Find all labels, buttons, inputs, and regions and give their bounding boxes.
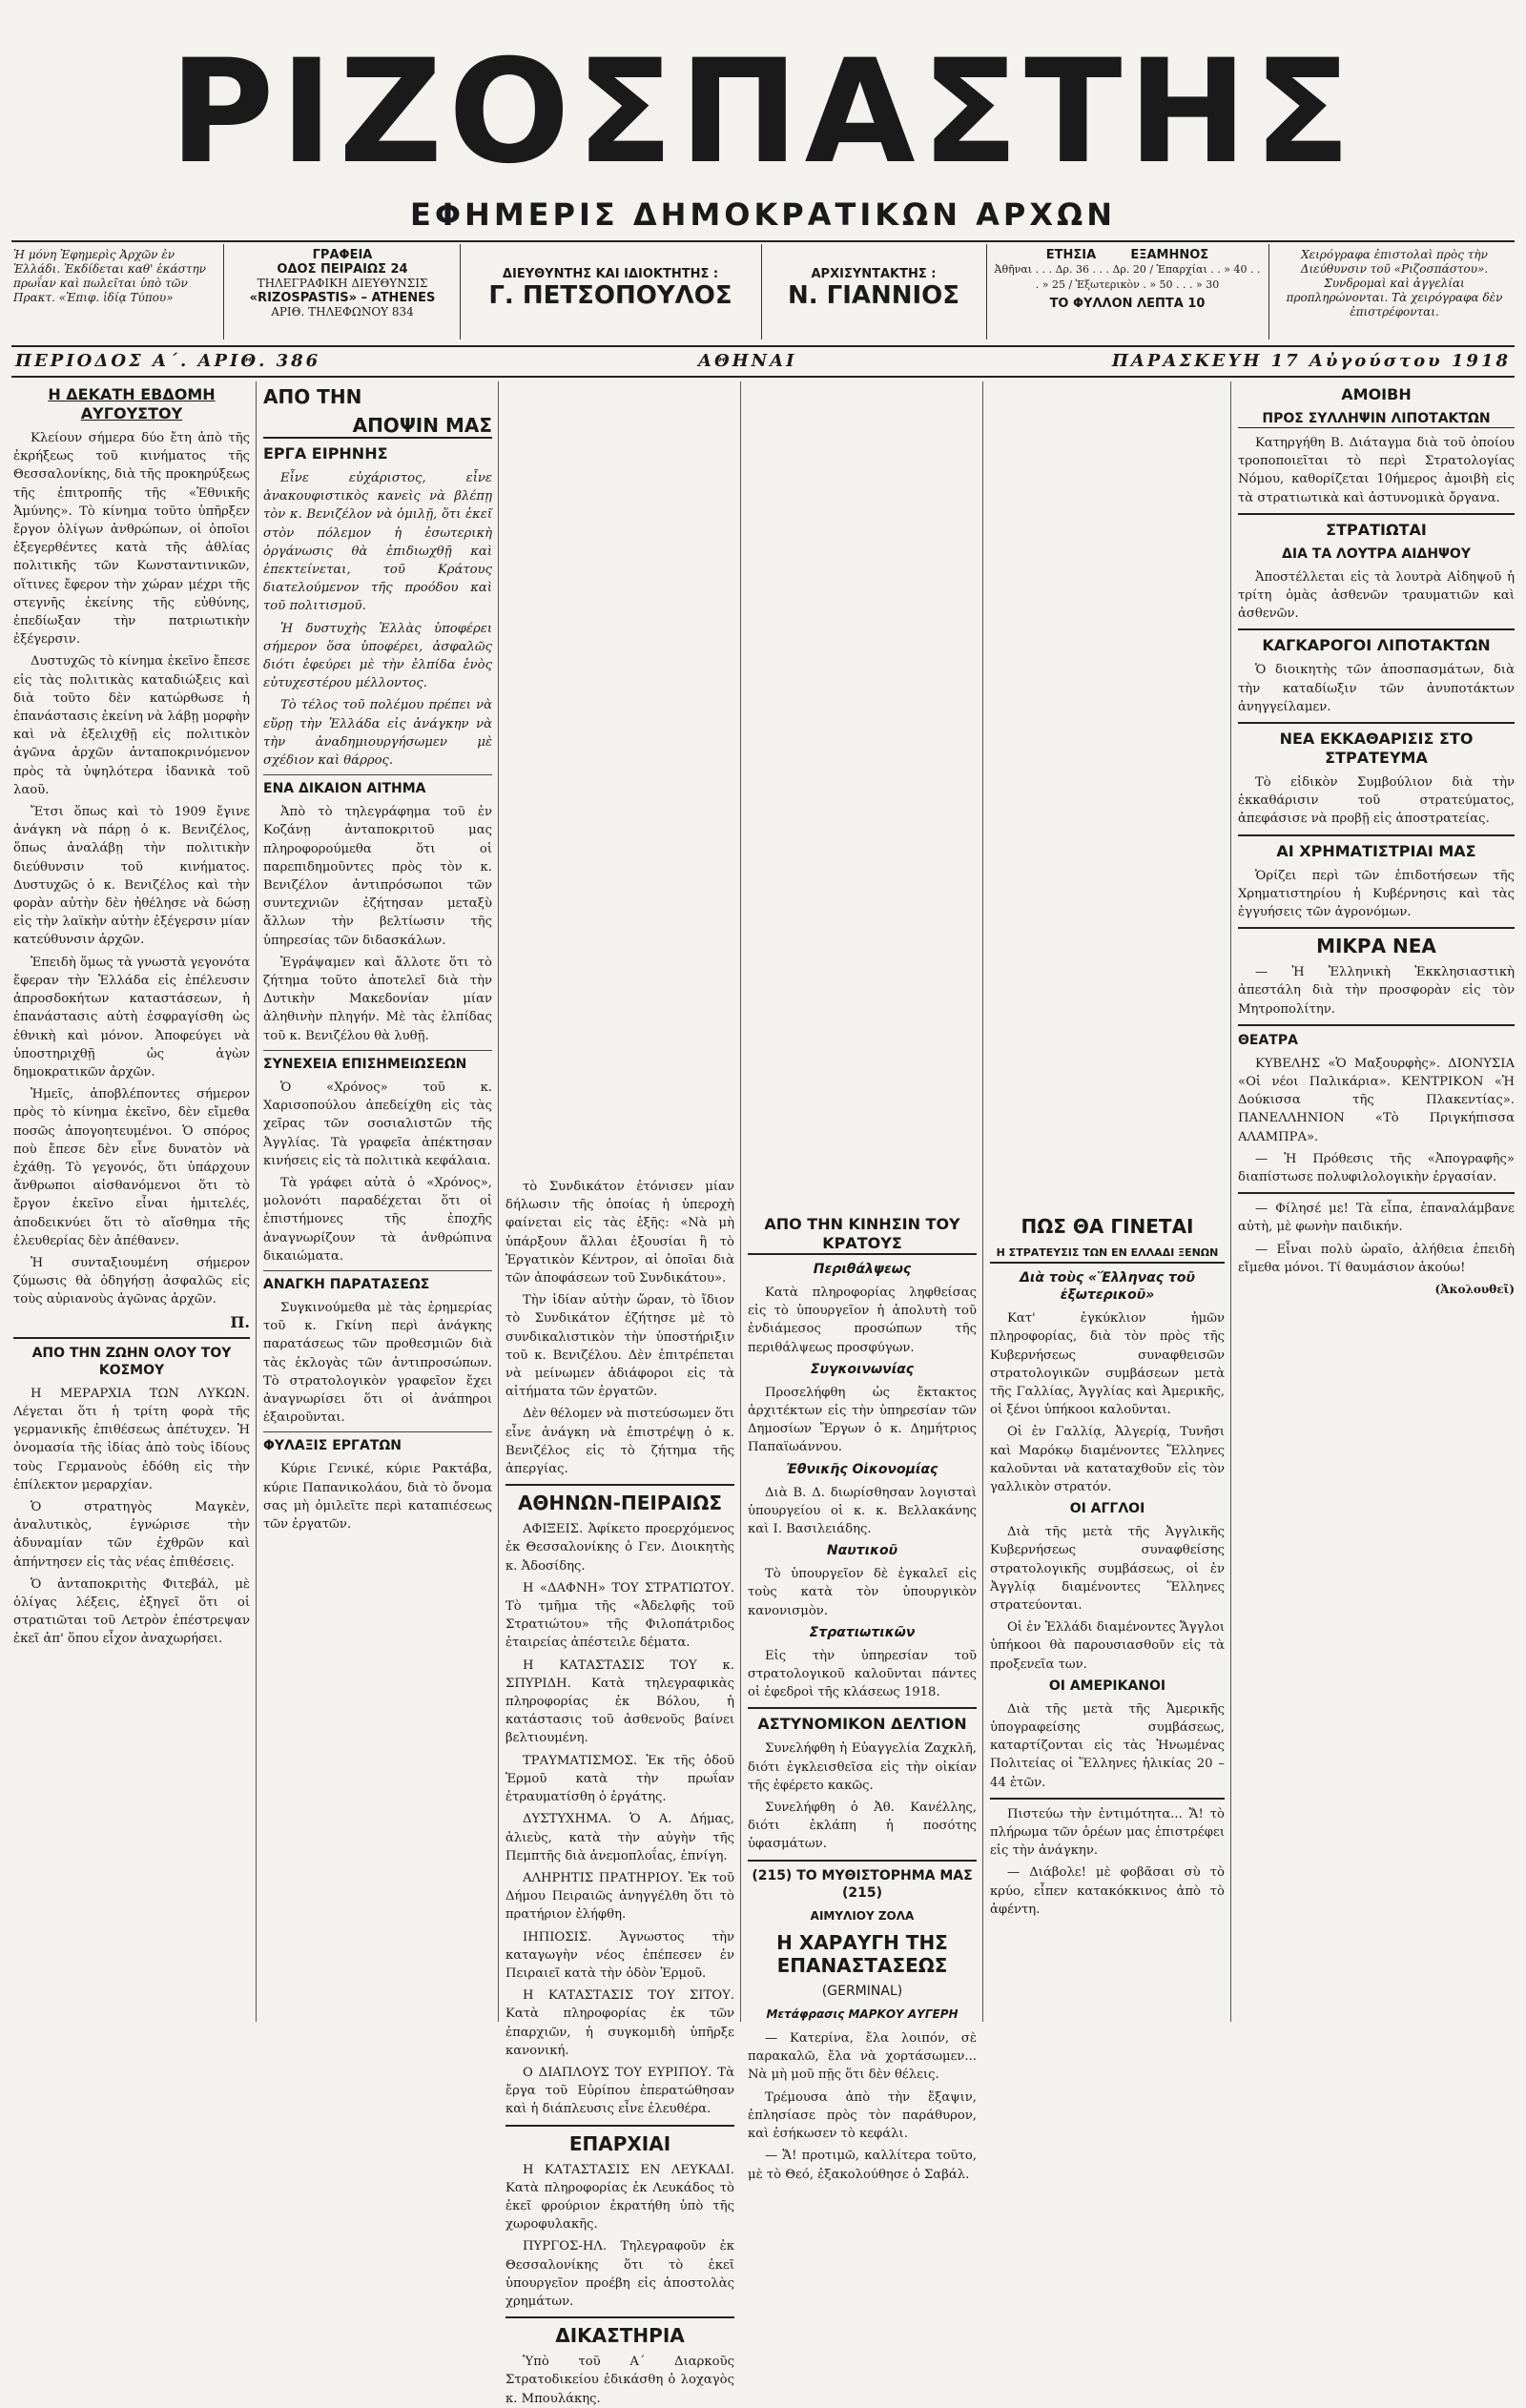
feuilleton-original-title: (GERMINAL) xyxy=(821,1983,903,1999)
header-editor xyxy=(769,267,979,310)
article-paragraph: Οἱ ἐν Ἑλλάδι διαμένοντες Ἄγγλοι ὑπήκοοι θὰ παρουσιασθοῦν εἰς τὰ προξενεῖα των. xyxy=(990,1620,1225,1672)
news-item: Η ΚΑΤΑΣΤΑΣΙΣ ΤΟΥ ΣΙΤΟΥ. Κατὰ πληροφορίας ἐκ τῶν ἐπαρχιῶν, ἡ συγκομιδὴ ὑπῆρξε κανονική. xyxy=(505,1988,734,2058)
masthead-subtitle: ΕΦΗΜΕΡΙΣ ΔΗΜΟΚΡΑΤΙΚΩΝ ΑΡΧΩΝ xyxy=(409,196,1117,233)
article-paragraph: τὸ Συνδικάτον ἐτόνισεν μίαν δήλωσιν τῆς ὁποίας ἡ ὑπεροχὴ φαίνεται εἰς τὰς ἑξῆς: «Νὰ μὴ ὑπάρξουν ἄλλαι ἐξουσίαι ἢ τὸ Ἐργατικὸν Κέντρον, αἱ ὁποῖαι διὰ τῶν ἀποφάσεων τοῦ Συνδικάτου». xyxy=(505,1180,734,1286)
phone-number: ΑΡΙΘ. ΤΗΛΕΦΩΝΟΥ 834 xyxy=(271,305,414,319)
news-item: Ὑπὸ τοῦ Α΄ Διαρκοῦς Στρατοδικείου ἐδικάσθη ὁ λοχαγὸς κ. Μπουλάκης. xyxy=(505,2355,734,2406)
news-item: Η ΚΑΤΑΣΤΑΣΙΣ ΤΟΥ κ. ΣΠΥΡΙΔΗ. Κατὰ τηλεγραφικὰς πληροφορίας ἐκ Βόλου, ἡ κατάστασις τοῦ ἀσθενοῦς βαίνει βελτιουμένη. xyxy=(505,1657,734,1746)
news-item: ΙΗΠΙΟΣΙΣ. Ἀγνωστος τὴν καταγωγὴν νέος ἐπέπεσεν ἐν Πειραιεῖ κατὰ τὴν ὁδὸν Ἐρμοῦ. xyxy=(505,1929,734,1981)
section-heading: ΑΘΗΝΩΝ-ΠΕΙΡΑΙΩΣ xyxy=(517,1492,723,1515)
section-heading: ΠΩΣ ΘΑ ΓΙΝΕΤΑΙ xyxy=(1021,1215,1194,1238)
news-item: ΔΥΣΤΥΧΗΜΑ. Ὁ Α. Δήμας, ἀλιεὺς, κατὰ τὴν αὐγὴν τῆς Πεμπτῆς διὰ ἀνεμοπλοΐας, ἐπνίγη. xyxy=(505,1812,734,1863)
article-paragraph: — Κατερίνα, ἔλα λοιπόν, σὲ παρακαλῶ, ἔλα νὰ χορτάσωμεν... Νὰ μὴ μοῦ πῇς ὅτι δὲν θέλεις. xyxy=(748,2031,977,2083)
article-title: Η ΔΕΚΑΤΗ ΕΒΔΟΜΗ ΑΥΓΟΥΣΤΟΥ xyxy=(48,385,216,422)
feuilleton-translator: Μετάφρασις ΜΑΡΚΟΥ ΑΥΓΕΡΗ xyxy=(766,2007,959,2021)
article-paragraph: Κλείουν σήμερα δύο ἔτη ἀπὸ τῆς ἐκρήξεως τοῦ κινήματος τῆς Θεσσαλονίκης, διὰ τῆς προκηρύξεως τῆς ἐπιτροπῆς τῆς «Ἐθνικῆς Ἀμύνης». Τὸ κίνημα τοῦτο ὑπῆρξεν ἔργον ὀλίγων ἀνθρώπων, οἱ ὁποῖοι ἐξεγερθέντες κατὰ τῆς ἀθλίας πολιτικῆς τῶν Κωνσταντινικῶν, οἵτινες ἔφερον τὴν χώραν μέχρι τῆς στεγνῆς ἐκείνης τῆς εὐθύνης, ἐπεδίωξαν τὴν πατριωτικὴν ἐξέγερσιν. xyxy=(13,431,250,648)
article-paragraph: Ἡμεῖς, ἀποβλέποντες σήμερον πρὸς τὸ κίνημα ἐκεῖνο, δὲν εἴμεθα ποσῶς ἀπογοητευμένοι. Ὁ σπόρος ποὺ ἔπεσε δὲν εἶνε δυνατὸν νὰ ἐχάθῃ. Τὸ γεγονός, ὅτι ὑπάρχουν ἄνθρωποι αἰσθανόμενοι ὅτι τὸ ἔργον ἐκεῖνο εἶναι ἡμιτελές, ἀποδεικνύει ὅτι τὸ αἴσθημα τῆς ἐλευθερίας δὲν ἀπέθανεν. xyxy=(13,1087,250,1248)
article-paragraph: Διὰ τῆς μετὰ τῆς Ἀγγλικῆς Κυβερνήσεως συναφθείσης στρατολογικῆς συμβάσεως, οἱ ἐν Ἀγγλίᾳ διαμένοντες Ἕλληνες στρατεύονται. xyxy=(990,1525,1225,1614)
subsection-heading: ΟΙ ΑΜΕΡΙΚΑΝΟΙ xyxy=(1048,1677,1166,1694)
article-title: ΦΥΛΑΞΙΣ ΕΡΓΑΤΩΝ xyxy=(263,1438,402,1454)
article-paragraph: Τὸ τέλος τοῦ πολέμου πρέπει νὰ εὕρῃ τὴν Ἑλλάδα εἰς ἀνάγκην νὰ τὴν ἀναδημιουργήσωμεν μὲ σχέδιον καὶ θάρρος. xyxy=(263,698,492,769)
offices-address: ΟΔΟΣ ΠΕΙΡΑΙΩΣ 24 xyxy=(277,262,408,277)
article-paragraph: Ἀπὸ τὸ τηλεγράφημα τοῦ ἐν Κοζάνῃ ἀνταποκριτοῦ μας πληροφορούμεθα ὅτι οἱ παρεπιδημοῦντες πρὸς τὸν κ. Βενιζέλον ἀντιπρόσωποι τῶν συντεχνιῶν ἐζήτησαν μεταξὺ ἄλλων τὴν βελτίωσιν τῆς ὑπηρεσίας τῶν διδασκάλων. xyxy=(263,805,492,948)
header-strip xyxy=(11,240,1515,347)
header-director xyxy=(467,267,753,310)
news-item: Συνελήφθη ἡ Εὐαγγελία Ζαχκλῆ, διότι ἐγκλεισθεῖσα εἰς τὴν οἰκίαν τῆς ἐφέρετο κακῶς. xyxy=(748,1741,977,1793)
director-name: Γ. ΠΕΤΣΟΠΟΥΛΟΣ xyxy=(488,281,732,310)
header-right-note: Χειρόγραφα ἐπιστολαὶ πρὸς τὴν Διεύθυνσιν τοῦ «Ριζοσπάστου». Συνδρομαὶ καὶ ἀγγελίαι προπληρώνονται. Τὰ χειρόγραφα δὲν ἐπιστρέφονται. xyxy=(1286,248,1503,319)
column-rule xyxy=(740,381,741,2022)
article-paragraph: — Ἄ! προτιμῶ, καλλίτερα τοῦτο, μὲ τὸ Θεό, ἐξακολούθησε ὁ Σαβάλ. xyxy=(748,2149,977,2182)
director-label: ΔΙΕΥΘΥΝΤΗΣ ΚΑΙ ΙΔΙΟΚΤΗΤΗΣ : xyxy=(502,267,719,281)
section-heading: ΔΙΚΑΣΤΗΡΙΑ xyxy=(555,2324,685,2348)
news-item: ΠΥΡΓΟΣ-ΗΛ. Τηλεγραφοῦν ἐκ Θεσσαλονίκης ὅτι τὸ ἐκεῖ ὑπουργεῖον προέβη εἰς ἀποστολὰς χρημάτων. xyxy=(505,2239,734,2309)
article-paragraph: Τὰ γράφει αὐτὰ ὁ «Χρόνος», μολονότι παραδέχεται ὅτι οἱ ἐπιστήμονες τῆς ἐποχῆς ἀναγνωρίζουν τὰ ἀνθρώπινα δικαιώματα. xyxy=(263,1175,492,1264)
header-offices xyxy=(233,248,452,319)
section-heading: ΑΜΟΙΒΗ xyxy=(1341,385,1412,403)
section-heading: ΑΠΟ ΤΗΝ ΚΙΝΗΣΙΝ ΤΟΥ ΚΡΑΤΟΥΣ xyxy=(748,1215,977,1255)
section-heading: ΑΙ ΧΡΗΜΑΤΙΣΤΡΙΑΙ ΜΑΣ xyxy=(1276,841,1476,860)
section-subheading: Η ΣΤΡΑΤΕΥΣΙΣ ΤΩΝ ΕΝ ΕΛΛΑΔΙ ΞΕΝΩΝ xyxy=(990,1244,1225,1264)
section-subheading: ΔΙΑ ΤΑ ΛΟΥΤΡΑ ΑΙΔΗΨΟΥ xyxy=(1282,545,1471,562)
article-paragraph: — Φίλησέ με! Τὰ εἶπα, ἐπαναλάμβανε αὐτὴ, μὲ φωνὴν παιδικήν. xyxy=(1238,1202,1515,1235)
feuilleton-title: Η ΧΑΡΑΥΓΗ ΤΗΣ ΕΠΑΝΑΣΤΑΣΕΩΣ xyxy=(776,1930,948,1977)
section-heading: ΚΑΓΚΑΡΟΓΟΙ ΛΙΠΟΤΑΚΤΩΝ xyxy=(1262,636,1491,655)
column-rule xyxy=(498,381,499,2022)
article-paragraph: Εἶνε εὐχάριστος, εἶνε ἀνακουφιστικὸς κανεὶς νὰ βλέπῃ τὸν κ. Βενιζέλον νὰ ὁμιλῇ, ὅτι ἐκεῖ στὸν πόλεμον ἡ ἐσωτερικὴ ὀργάνωσις θὰ ἐπιδιωχθῇ καὶ ἐπεκτείνεται, τοῦ Κράτους διατελούμενον τῆς προόδου καὶ τοῦ πολιτισμοῦ. xyxy=(263,471,492,614)
article-title: ΣΥΝΕΧΕΙΑ ΕΠΙΣΗΜΕΙΩΣΕΩΝ xyxy=(263,1056,467,1072)
news-item: ΑΛΗΡΗΤΙΣ ΠΡΑΤΗΡΙΟΥ. Ἐκ τοῦ Δήμου Πειραιῶς ἀνηγγέλθη ὅτι τὸ πρατήριον ἐλήφθη. xyxy=(505,1870,734,1923)
header-subscriptions xyxy=(994,248,1261,311)
article-title: ΕΡΓΑ ΕΙΡΗΝΗΣ xyxy=(263,444,388,463)
subsection-heading: Ἐθνικῆς Οἰκονομίας xyxy=(786,1461,938,1477)
subsection-heading: Περιθάλψεως xyxy=(813,1262,912,1277)
article-paragraph: Πιστεύω τὴν ἐντιμότητα... Ἄ! τὸ πλήρωμα τῶν ὀρέων μας ἐπιστρέφει εἰς τὴν ἀνάγκην. xyxy=(990,1806,1225,1859)
news-item: Προσελήφθη ὡς ἔκτακτος ἀρχιτέκτων εἰς τὴν ὑπηρεσίαν τῶν Δημοσίων Ἔργων ὁ κ. Δημήτριος Παπαϊωάννου. xyxy=(748,1385,977,1455)
column-rule xyxy=(982,381,983,2022)
section-heading: ΜΙΚΡΑ ΝΕΑ xyxy=(1316,935,1436,958)
article-paragraph: Κατ' ἐγκύκλιον ἡμῶν πληροφορίας, διὰ τὸν πρὸς τῆς Κυβερνήσεως συναφθεισῶν στρατολογικῶν συμβάσεων μετὰ τῆς Γαλλίας, Ἀγγλίας καὶ Ἀμερικῆς, οἱ ξένοι ὑπήκοοι καλοῦνται. xyxy=(990,1311,1225,1418)
section-heading: ΝΕΑ ΕΚΚΑΘΑΡΙΣΙΣ ΣΤΟ ΣΤΡΑΤΕΥΜΑ xyxy=(1279,730,1474,768)
news-item: Κατὰ πληροφορίας ληφθείσας εἰς τὸ ὑπουργεῖον ἡ ἀπολυτὴ τοῦ ἐνδιάμεσος προσώπων τῆς περιθάλψεως προσφύγων. xyxy=(748,1286,977,1355)
telegraph-label: ΤΗΛΕΓΡΑΦΙΚΗ ΔΙΕΥΘΥΝΣΙΣ xyxy=(257,277,428,290)
section-heading: ΑΠΟ ΤΗΝ ΖΩΗΝ ΟΛΟΥ ΤΟΥ ΚΟΣΜΟΥ xyxy=(31,1345,232,1378)
column-4 xyxy=(748,1211,977,2182)
article-paragraph: Διὰ τῆς μετὰ τῆς Ἀμερικῆς ὑπογραφείσης συμβάσεως, καταρτίζονται εἰς τὰς Ἡνωμένας Πολιτείας οἱ Ἕλληνες ἡλικίας 20 – 44 ἐτῶν. xyxy=(990,1701,1225,1790)
feuilleton-number: (215) ΤΟ ΜΥΘΙΣΤΟΡΗΜΑ ΜΑΣ (215) xyxy=(752,1867,973,1901)
dateline xyxy=(11,347,1515,378)
section-heading: ΕΠΑΡΧΙΑΙ xyxy=(568,2131,671,2155)
column-3 xyxy=(505,1178,734,2406)
annual-label: ΕΤΗΣΙΑ xyxy=(1045,248,1097,262)
news-item: Η «ΔΑΦΝΗ» ΤΟΥ ΣΤΡΑΤΙΩΤΟΥ. Τὸ τμῆμα τῆς «Ἀδελφῆς τοῦ Στρατιώτου» τῆς Φιλοπάτριδος ἐταιρείας ἀπέστειλε δέματα. xyxy=(505,1580,734,1651)
news-item: Ο ΔΙΑΠΛΟΥΣ ΤΟΥ ΕΥΡΙΠΟΥ. Τὰ ἔργα τοῦ Εὐρίπου ἐπερατώθησαν καὶ ἡ διάπλευσις εἶνε ἐλευθέρα. xyxy=(505,2065,734,2117)
column-1 xyxy=(13,381,250,2022)
section-heading: ΣΤΡΑΤΙΩΤΑΙ xyxy=(1326,520,1427,539)
article-paragraph: Η ΜΕΡΑΡΧΙΑ ΤΩΝ ΛΥΚΩΝ. Λέγεται ὅτι ἡ τρίτη φορὰ τῆς γερμανικῆς ἐπιθέσεως ἀπέτυχεν. Ἡ ὀνομασία τῆς ἰδίας ἀπὸ τοὺς ἰδίους τοὺς Γερμανοὺς ἐδόθη εἰς τὴν ἐπίλεκτον μεραρχίαν. xyxy=(13,1386,250,1492)
article-paragraph: — Διάβολε! μὲ φοβᾶσαι σὺ τὸ κρύο, εἶπεν κατακόκκινος ἀπὸ τὸ ἀφέντη. xyxy=(990,1865,1225,1917)
article-title: ΑΝΑΓΚΗ ΠΑΡΑΤΑΣΕΩΣ xyxy=(263,1276,430,1292)
news-item: Ὁ διοικητὴς τῶν ἀποσπασμάτων, διὰ τὴν καταδίωξιν τῶν ἀνυποτάκτων ἀνηγγείλαμεν. xyxy=(1238,663,1515,714)
news-item: Η ΚΑΤΑΣΤΑΣΙΣ ΕΝ ΛΕΥΚΑΔΙ. Κατὰ πληροφορίας ἐκ Λευκάδος τὸ ἐκεῖ φρούριον ἐκρατήθη ὑπὸ τῆς χωροφυλακῆς. xyxy=(505,2162,734,2233)
subsection-heading: Διὰ τοὺς «Ἕλληνας τοῦ ἐξωτερικοῦ» xyxy=(1020,1270,1195,1304)
subsection-heading: Ναυτικοῦ xyxy=(826,1543,898,1559)
article-paragraph: Οἱ ἐν Γαλλίᾳ, Ἀλγερίᾳ, Τυνῆσι καὶ Μαρόκῳ διαμένοντες Ἕλληνες καλοῦνται νὰ καταταχθοῦν εἰς τὸν γαλλικὸν στρατόν. xyxy=(990,1425,1225,1495)
telegraph-address: «RIZOSPASTIS» – ATHENES xyxy=(249,291,436,305)
offices-title: ΓΡΑΦΕΙΑ xyxy=(312,248,373,262)
section-heading: ΑΠΟ ΤΗΝ xyxy=(263,385,362,408)
section-heading: ΑΠΟΨΙΝ ΜΑΣ xyxy=(263,414,492,439)
news-item: ΤΡΑΥΜΑΤΙΣΜΟΣ. Ἐκ τῆς ὁδοῦ Ἑρμοῦ κατὰ τὴν πρωΐαν ἐτραυματίσθη ὁ ἐργάτης. xyxy=(505,1753,734,1805)
section-subheading: ΠΡΟΣ ΣΥΛΛΗΨΙΝ ΛΙΠΟΤΑΚΤΩΝ xyxy=(1238,410,1515,428)
column-rule xyxy=(1230,381,1231,2022)
article-paragraph: — Εἶναι πολὺ ὡραῖο, ἀλήθεια ἐπειδὴ εἴμεθα μόνοι. Τί θαυμάσιον ἀκούω! xyxy=(1238,1242,1515,1275)
news-item: — Ἡ Πρόθεσις τῆς «Ἀπογραφῆς» διαπίστωσε πολυφιλολογικὴν ἐργασίαν. xyxy=(1238,1151,1515,1185)
article-signature: Π. xyxy=(230,1312,250,1331)
column-6 xyxy=(1238,381,1515,2022)
article-title: ΕΝΑ ΔΙΚΑΙΟΝ ΑΙΤΗΜΑ xyxy=(263,781,426,797)
news-item: Εἰς τὴν ὑπηρεσίαν τοῦ στρατολογικοῦ καλοῦνται πάντες οἱ ἐφεδροὶ τῆς κλάσεως 1918. xyxy=(748,1648,977,1700)
news-item: Κατηργήθη Β. Διάταγμα διὰ τοῦ ὁποίου τροποποιεῖται τὸ περὶ Στρατολογίας Νόμου, καθορίζεται 10ήμερος ἀμοιβὴ εἰς τὰ στρατιωτικὰ καὶ ἀστυνομικὰ ὄργανα. xyxy=(1238,436,1515,505)
continued-note: (Ἀκολουθεῖ) xyxy=(1434,1283,1515,1297)
article-paragraph: Ἔτσι ὅπως καὶ τὸ 1909 ἔγινε ἀνάγκη νὰ πάρῃ ὁ κ. Βενιζέλος, ὅπως ἀναλάβῃ τὴν πολιτικὴν διεύθυνσιν τοῦ κινήματος. Δυστυχῶς ὁ κ. Βενιζέλος καὶ τὴν φορὰν αὐτὴν δὲν ἠθέλησε νὰ δώσῃ εἰς τὴν λαϊκὴν αὐτὴν ἐξέγερσιν μίαν κατεύθυνσιν ἀρχῶν. xyxy=(13,805,250,948)
news-item: Ὁρίζει περὶ τῶν ἐπιδοτήσεων τῆς Χρηματιστηρίου ἡ Κυβέρνησις καὶ τὰς ἐγγυήσεις τῶν ἀγρονόμων. xyxy=(1238,868,1515,920)
subsection-heading: Στρατιωτικῶν xyxy=(809,1624,916,1640)
column-5 xyxy=(990,1211,1225,2022)
news-item: Συνελήφθη ὁ Ἀθ. Κανέλλης, διότι ἐκλάπη ἡ ποσότης ὑφασμάτων. xyxy=(748,1801,977,1852)
theatre-listing: ΚΥΒΕΛΗΣ «Ὁ Μαξουρφὴς». ΔΙΟΝΥΣΙΑ «Οἱ νέοι Παλικάρια». ΚΕΝΤΡΙΚΟΝ «Ἡ Δούκισσα τῆς Πλακεντίας». ΠΑΝΕΛΛΗΝΙΟΝ «Τὸ Πριγκήπισσα ΑΛΑΜΠΡΑ». xyxy=(1238,1056,1515,1144)
news-item: Τὸ εἰδικὸν Συμβούλιον διὰ τὴν ἐκκαθάρισιν τοῦ στρατεύματος, ἀπεφάσισε νὰ προβῇ εἰς ἀποστρατείας. xyxy=(1238,775,1515,827)
subscription-rows: Ἀθῆναι . . . Δρ. 36 . . . Δρ. 20 / Ἐπαρχίαι . . » 40 . . . » 25 / Ἐξωτερικὸν . » 50 . . . » 30 xyxy=(994,263,1261,291)
issue-price: ΤΟ ΦΥΛΛΟΝ ΛΕΠΤΑ 10 xyxy=(1049,297,1206,311)
editor-label: ΑΡΧΙΣΥΝΤΑΚΤΗΣ : xyxy=(811,267,937,281)
feuilleton-author: ΑΙΜΥΛΙΟΥ ΖΟΛΑ xyxy=(810,1908,915,1923)
article-paragraph: Ἡ συνταξιουμένη σήμερον ζύμωσις θὰ ὁδηγήσῃ ἀσφαλῶς εἰς τοὺς αὐριανοὺς ἀγῶνας ἀρχῶν. xyxy=(13,1255,250,1307)
section-heading: ΘΕΑΤΡΑ xyxy=(1238,1032,1298,1048)
news-item: Τὸ ὑπουργεῖον δὲ ἐγκαλεῖ εἰς τοὺς κατὰ τὸν ὑπουργικὸν κανονισμὸν. xyxy=(748,1567,977,1618)
issue-number: ΠΕΡΙΟΔΟΣ Α΄. ΑΡΙΘ. 386 xyxy=(15,351,321,371)
article-paragraph: Δυστυχῶς τὸ κίνημα ἐκεῖνο ἔπεσε εἰς τὰς πολιτικὰς καταδιώξεις καὶ διὰ τοῦτο δὲν κατώρθωσε ἡ ἐπανάστασις ἐκείνη νὰ λάβῃ μορφὴν καὶ νὰ ἐξελιχθῇ εἰς πολιτικὸν ἀγῶνα ἀρχῶν ἀνταποκρινόμενον πρὸς τὰ ὑψηλότερα ἰδανικὰ τοῦ λαοῦ. xyxy=(13,654,250,797)
news-item: — Ἡ Ἑλληνικὴ Ἐκκλησιαστικὴ ἀπεστάλη διὰ τὴν προσφορὰν εἰς τὸν Μητροπολίτην. xyxy=(1238,965,1515,1017)
article-paragraph: Δὲν θέλομεν νὰ πιστεύσωμεν ὅτι εἶνε ἀνάγκη νὰ ἐπιστρέψῃ ὁ κ. Βενιζέλος εἰς τὸ ζήτημα τῆς ἀπεργίας. xyxy=(505,1407,734,1477)
article-paragraph: Κύριε Γενικέ, κύριε Ρακτάβα, κύριε Παπανικολάου, διὰ τὸ ὄνομα σας μὴ ὀμιλεῖτε περὶ καταπιέσεως τῶν ἐργατῶν. xyxy=(263,1462,492,1532)
news-item: Ἀποστέλλεται εἰς τὰ λουτρὰ Αἰδηψοῦ ἡ τρίτη ὁμὰς ἀσθενῶν τραυματιῶν καὶ ἀσθενῶν. xyxy=(1238,569,1515,622)
article-paragraph: Ἐγράψαμεν καὶ ἄλλοτε ὅτι τὸ ζήτημα τοῦτο ἀποτελεῖ διὰ τὴν Δυτικὴν Μακεδονίαν μίαν ἀληθινὴν πληγήν. Μὲ τὰς ἐλπίδας τοῦ κ. Βενιζέλου θὰ λυθῇ. xyxy=(263,955,492,1043)
column-2 xyxy=(263,381,492,2022)
news-item: Διὰ Β. Δ. διωρίσθησαν λογισταὶ ὑπουργείου οἱ κ. κ. Βελλακάνης καὶ Ι. Βασιλειάδης. xyxy=(748,1485,977,1537)
article-paragraph: Ὁ στρατηγὸς Μαγκὲν, ἀναλυτικὸς, ἐγνώρισε τὴν ἀδυναμίαν τῶν ἐχθρῶν καὶ ἀπήντησεν εἰς τὰς νέας ἐπιθέσεις. xyxy=(13,1499,250,1570)
article-paragraph: Ὁ «Χρόνος» τοῦ κ. Χαρισοπούλου ἀπεδείχθη εἰς τὰς χεῖρας τῶν σοσιαλιστῶν τῆς Ἀγγλίας. Τὰ γραφεῖα ἀπέκτησαν κινήσεις εἰς τὰ πολιτικὰ κεφάλαια. xyxy=(263,1080,492,1168)
dateline-city: ΑΘΗΝΑΙ xyxy=(698,351,797,371)
dateline-date: ΠΑΡΑΣΚΕΥΗ 17 Αὐγούστου 1918 xyxy=(1111,351,1511,371)
article-paragraph: Τρέμουσα ἀπὸ τὴν ἔξαψιν, ἐπλησίασε πρὸς τὸν παράθυρον, καὶ ἐσήκωσεν τὸ κεφάλι. xyxy=(748,2089,977,2142)
article-paragraph: Συγκινούμεθα μὲ τὰς ἐρημερίας τοῦ κ. Γκίνη περὶ ἀνάγκης παρατάσεως τῶν προθεσμιῶν διὰ τὰς ἐκλογὰς τῶν ἀντιπροσώπων. Τὸ στρατολογικὸν γραφεῖον ἔχει ἀναγνωρίσει ὅτι οἱ ἀνάπηροι ἐξαιροῦνται. xyxy=(263,1300,492,1426)
article-paragraph: Ἐπειδὴ ὅμως τὰ γνωστὰ γεγονότα ἔφεραν τὴν Ἑλλάδα εἰς ἐπέλευσιν ἀπροσδοκήτων καταστάσεων, ἡ ἐπανάστασις αὐτὴ ἐσφραγίσθη ὡς ἐθνικὴ καὶ μόνον. Ἀποφεύγει νὰ ὑποστηριχθῇ ὡς ἀγὼν δημοκρατικῶν ἀρχῶν. xyxy=(13,955,250,1080)
semi-label: ΕΞΑΜΗΝΟΣ xyxy=(1130,248,1209,262)
subsection-heading: ΟΙ ΑΓΓΛΟΙ xyxy=(1069,1501,1145,1517)
column-rule xyxy=(256,381,257,2022)
masthead-title: ΡΙΖΟΣΠΑΣΤΗΣ xyxy=(169,30,1357,196)
subsection-heading: Συγκοινωνίας xyxy=(810,1361,915,1377)
header-left-note: Ἡ μόνη Ἐφημερὶς Ἀρχῶν ἐν Ἑλλάδι. Ἐκδίδεται καθ' ἑκάστην πρωΐαν καὶ πωλεῖται ὑπὸ τῶν Πρακτ. «Ἐπιφ. ἰδίᾳ Τύπου» xyxy=(13,248,206,304)
editor-name: Ν. ΓΙΑΝΝΙΟΣ xyxy=(787,281,960,310)
section-heading: ΑΣΤΥΝΟΜΙΚΟΝ ΔΕΛΤΙΟΝ xyxy=(757,1715,967,1734)
article-paragraph: Τὴν ἰδίαν αὐτὴν ὥραν, τὸ ἴδιον τὸ Συνδικάτον ἐζήτησε μὲ τὸ συνδικαλιστικὸν τὴν ὑποστήριξιν τοῦ κ. Βενιζέλου. Δὲν ἐπιτρέπεται νὰ μείνωμεν ἀδιάφοροι εἰς τὰ αἰτήματα τῶν ἐργατῶν. xyxy=(505,1293,734,1400)
article-paragraph: Ὁ ἀνταποκριτὴς Φιτεβάλ, μὲ ὀλίγας λέξεις, ἐξηγεῖ ὅτι οἱ στρατιῶται τοῦ Λετρὸν ἐπέστρεψαν ἐκεῖ ἀπ' ὅπου εἶχον ἀναχωρήσει. xyxy=(13,1576,250,1647)
article-paragraph: Ἡ δυστυχὴς Ἑλλὰς ὑποφέρει σήμερον ὅσα ὑποφέρει, ἀσφαλῶς διότι ἐφεύρει μὲ τὴν ἐλπίδα ἑνὸς εὐτυχεστέρου μέλλοντος. xyxy=(263,621,492,691)
news-item: ΑΦΙΞΕΙΣ. Ἀφίκετο προερχόμενος ἐκ Θεσσαλονίκης ὁ Γεν. Διοικητὴς κ. Ἀδοσίδης. xyxy=(505,1522,734,1574)
